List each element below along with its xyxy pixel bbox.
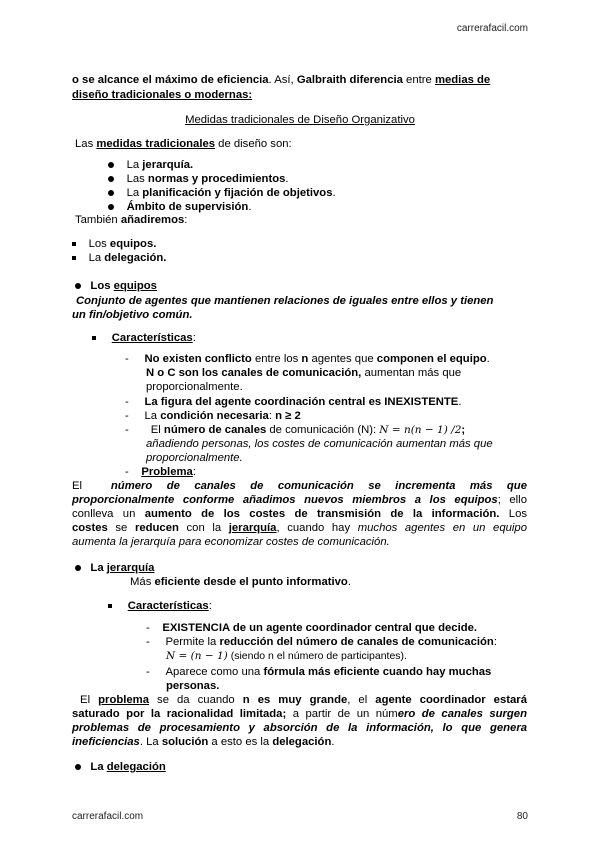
- jerarquia-heading: La jerarquía: [75, 561, 154, 575]
- jer-dash-1: - EXISTENCIA de un agente coordinador central que decide.: [146, 622, 478, 634]
- section-title: Medidas tradicionales de Diseño Organizativo: [185, 114, 415, 126]
- eq-dash-4-l2: añadiendo personas, los costes de comunicación aumentan más que: [146, 438, 493, 450]
- bullet-icon: [75, 283, 81, 289]
- page-number: 80: [516, 811, 528, 822]
- jerarquia-sub: Más eficiente desde el punto informativo.: [130, 576, 351, 588]
- square-bullet-icon: [72, 242, 76, 246]
- bullet-icon: [75, 565, 81, 571]
- prob-para-5: aumenta la jerarquía para economizar costes de comunicación.: [72, 536, 390, 548]
- prob2-4: ineficiencias. La solución a esto es la delegación.: [72, 736, 335, 748]
- intro-line-2: diseño tradicionales o modernas:: [72, 89, 253, 101]
- eq-dash-2: - La figura del agente coordinación central es INEXISTENTE.: [125, 396, 462, 408]
- formula: N = n(n − 1) /2: [379, 424, 462, 436]
- jer-dash-2: - Permite la reducción del número de canales de comunicación:: [146, 636, 497, 648]
- footer-site: carrerafacil.com: [72, 811, 144, 822]
- also-item-2: La delegación.: [72, 251, 166, 265]
- eq-dash-3: - La condición necesaria: n ≥ 2: [125, 410, 301, 422]
- bullet-icon: [108, 190, 114, 196]
- also-line: También añadiremos:: [75, 214, 188, 226]
- square-bullet-icon: [108, 604, 112, 608]
- prob2-2: saturado por la racionalidad limitada; a partir de un número de canales surgen: [72, 708, 527, 720]
- eq-dash-1-l2: N o C son los canales de comunicación, aumentan más que: [146, 367, 462, 379]
- also-item-1: Los equipos.: [72, 237, 156, 251]
- eq-dash-5: - Problema:: [125, 466, 196, 478]
- equipos-heading: Los equipos: [75, 279, 157, 293]
- delegacion-heading: La delegación: [75, 760, 166, 774]
- jerarquia-caract: Características:: [108, 599, 212, 613]
- intro-line-1: o se alcance el máximo de eficiencia. Así, Galbraith diferencia entre medias de: [72, 74, 491, 86]
- jer-dash-2-l2: N = (n − 1) (siendo n el número de participantes).: [166, 650, 407, 662]
- prob-para-2: proporcionalmente conforme añadimos nuevos miembros a los equipos; ello: [72, 494, 527, 506]
- bullet-icon: [75, 764, 81, 770]
- prob-para-3: conlleva un aumento de los costes de transmisión de la información. Los: [72, 508, 527, 520]
- jer-dash-3-l2: personas.: [166, 680, 220, 692]
- bullet-icon: [108, 162, 114, 168]
- bullet-icon: [108, 176, 114, 182]
- equipos-def-1: Conjunto de agentes que mantienen relaciones de iguales entre ellos y tienen: [76, 295, 494, 307]
- trad-item-1: La jerarquía.: [108, 158, 193, 172]
- square-bullet-icon: [92, 336, 96, 340]
- prob2-1: El problema se da cuando n es muy grande, el agente coordinador estará: [80, 694, 527, 706]
- prob-para-1: El número de canales de comunicación se incrementa más que: [72, 480, 527, 492]
- prob2-3: problemas de procesamiento y absorción de la información, lo que genera: [72, 722, 527, 734]
- eq-dash-1-l3: proporcionalmente.: [146, 381, 243, 393]
- prob-para-4: costes se reducen con la jerarquía, cuando hay muchos agentes en un equipo: [72, 522, 527, 534]
- bullet-icon: [108, 204, 114, 210]
- eq-dash-1: - No existen conflicto entre los n agentes que componen el equipo.: [125, 353, 490, 365]
- square-bullet-icon: [72, 256, 76, 260]
- equipos-def-2: un fin/objetivo común.: [72, 309, 193, 321]
- eq-dash-4: - El número de canales de comunicación (N): N = n(n − 1) /2;: [125, 424, 466, 436]
- equipos-caract: Características:: [92, 331, 196, 345]
- intro-bold-1: o se alcance el máximo de eficiencia: [72, 74, 269, 86]
- trad-item-2: Las normas y procedimientos.: [108, 172, 289, 186]
- trad-intro: Las medidas tradicionales de diseño son:: [75, 138, 292, 150]
- trad-item-3: La planificación y fijación de objetivos.: [108, 186, 336, 200]
- header-site: carrerafacil.com: [456, 23, 528, 34]
- trad-item-4: Ámbito de supervisión.: [108, 200, 251, 214]
- eq-dash-4-l3: proporcionalmente.: [146, 452, 243, 464]
- formula: N = (n − 1): [166, 650, 228, 662]
- jer-dash-3: - Aparece como una fórmula más eficiente cuando hay muchas: [146, 666, 492, 678]
